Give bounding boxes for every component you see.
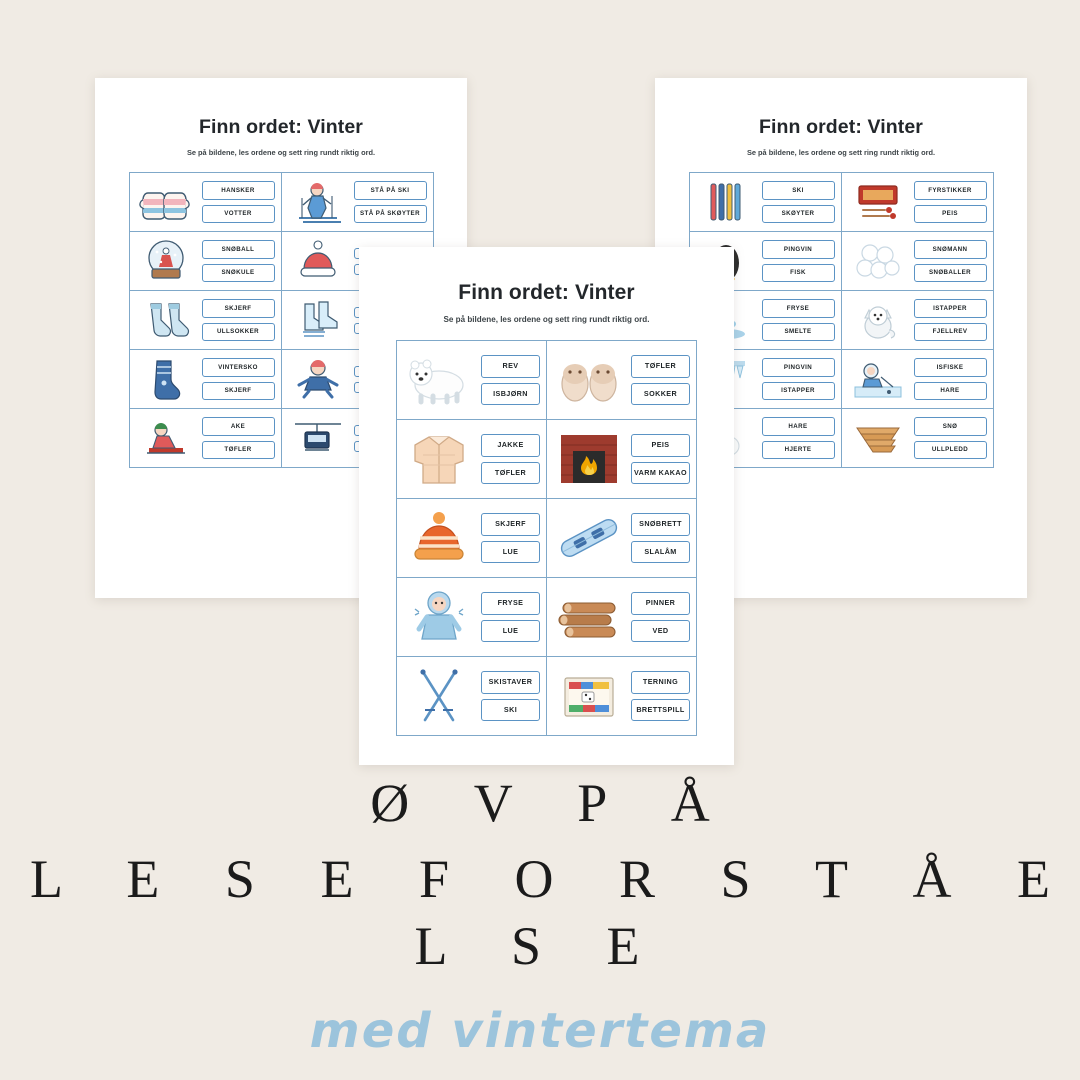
- skis-icon: [696, 177, 756, 227]
- poster-caption: [0, 770, 1080, 1059]
- word-options: [914, 181, 987, 222]
- word-option[interactable]: PINNER: [631, 592, 690, 614]
- page-instructions: Se på bildene, les ordene og sett ring rundt riktig ord.: [443, 315, 650, 324]
- word-options: [762, 417, 835, 458]
- polar-bear-icon: [403, 347, 475, 413]
- exercise-cell[interactable]: [130, 173, 282, 232]
- firewood-icon: [553, 584, 625, 650]
- exercise-cell[interactable]: [130, 350, 282, 409]
- word-option[interactable]: ISFISKE: [914, 358, 987, 376]
- word-option[interactable]: VOTTER: [202, 205, 275, 223]
- snowballs-icon: [848, 236, 908, 286]
- word-options: [631, 434, 690, 484]
- word-options: [631, 355, 690, 405]
- word-options: [202, 299, 275, 340]
- exercise-cell[interactable]: [690, 173, 842, 232]
- page-title: Finn ordet: Vinter: [458, 281, 635, 304]
- word-options: [914, 358, 987, 399]
- word-options: [481, 671, 540, 721]
- word-options: [762, 358, 835, 399]
- word-option[interactable]: ISTAPPER: [762, 382, 835, 400]
- word-option[interactable]: ISTAPPER: [914, 299, 987, 317]
- word-option[interactable]: FJELLREV: [914, 323, 987, 341]
- word-options: [762, 240, 835, 281]
- snow-globe-icon: [136, 236, 196, 286]
- word-option[interactable]: HARE: [914, 382, 987, 400]
- word-option[interactable]: SKJERF: [202, 299, 275, 317]
- word-option[interactable]: JAKKE: [481, 434, 540, 456]
- word-option[interactable]: ULLSOKKER: [202, 323, 275, 341]
- exercise-cell[interactable]: [842, 291, 994, 350]
- word-options: [202, 181, 275, 222]
- word-options: [202, 358, 275, 399]
- word-options: [914, 240, 987, 281]
- word-option[interactable]: PEIS: [914, 205, 987, 223]
- skier-icon: [288, 177, 348, 227]
- word-options: [631, 513, 690, 563]
- wool-socks-icon: [136, 295, 196, 345]
- exercise-cell[interactable]: [842, 232, 994, 291]
- word-options: [481, 355, 540, 405]
- exercise-cell[interactable]: [842, 173, 994, 232]
- word-option[interactable]: SOKKER: [631, 383, 690, 405]
- word-option[interactable]: LUE: [481, 620, 540, 642]
- exercise-cell[interactable]: [547, 420, 697, 499]
- word-option[interactable]: TERNING: [631, 671, 690, 693]
- word-options: [914, 299, 987, 340]
- word-option[interactable]: SKØYTER: [762, 205, 835, 223]
- word-option[interactable]: FRYSE: [481, 592, 540, 614]
- word-option[interactable]: ISBJØRN: [481, 383, 540, 405]
- page-title: Finn ordet: Vinter: [199, 116, 363, 138]
- word-option[interactable]: FYRSTIKKER: [914, 181, 987, 199]
- word-option[interactable]: HARE: [762, 417, 835, 435]
- matchbox-icon: [848, 177, 908, 227]
- word-option[interactable]: HANSKER: [202, 181, 275, 199]
- word-option[interactable]: HJERTE: [762, 441, 835, 459]
- page-instructions: Se på bildene, les ordene og sett ring rundt riktig ord.: [186, 148, 376, 157]
- word-option[interactable]: STÅ PÅ SKI: [354, 181, 427, 199]
- page-instructions: Se på bildene, les ordene og sett ring rundt riktig ord.: [746, 148, 936, 157]
- ski-lift-icon: [288, 413, 348, 463]
- exercise-cell[interactable]: [547, 578, 697, 657]
- word-option[interactable]: SNØBALLER: [914, 264, 987, 282]
- word-option[interactable]: REV: [481, 355, 540, 377]
- word-option[interactable]: SNØMANN: [914, 240, 987, 258]
- word-options: [481, 434, 540, 484]
- word-option[interactable]: VINTERSKO: [202, 358, 275, 376]
- mittens-icon: [136, 177, 196, 227]
- word-option[interactable]: TØFLER: [202, 441, 275, 459]
- exercise-cell[interactable]: [397, 420, 547, 499]
- exercise-cell[interactable]: [130, 232, 282, 291]
- word-option[interactable]: TØFLER: [631, 355, 690, 377]
- winter-boot-icon: [136, 354, 196, 404]
- exercise-cell[interactable]: [547, 341, 697, 420]
- word-options: [762, 299, 835, 340]
- caption-line-2: L E S E F O R S T Å E L S E: [29, 848, 1077, 976]
- exercise-cell[interactable]: [397, 499, 547, 578]
- word-options: [762, 181, 835, 222]
- word-options: [354, 181, 427, 222]
- caption-line-3: med vintertema: [309, 1002, 771, 1059]
- word-option[interactable]: SKISTAVER: [481, 671, 540, 693]
- exercise-cell[interactable]: [397, 578, 547, 657]
- sledding-icon: [136, 413, 196, 463]
- word-option[interactable]: FISK: [762, 264, 835, 282]
- word-option[interactable]: SKI: [762, 181, 835, 199]
- word-option[interactable]: SNØBALL: [202, 240, 275, 258]
- word-option[interactable]: BRETTSPILL: [631, 699, 690, 721]
- slippers-icon: [553, 347, 625, 413]
- page-title: Finn ordet: Vinter: [759, 116, 923, 138]
- exercise-cell[interactable]: [547, 657, 697, 736]
- ski-poles-icon: [403, 663, 475, 729]
- board-game-icon: [553, 663, 625, 729]
- snowboard-icon: [553, 505, 625, 571]
- word-option[interactable]: PINGVIN: [762, 358, 835, 376]
- word-option[interactable]: PINGVIN: [762, 240, 835, 258]
- ice-skates-icon: [288, 295, 348, 345]
- exercise-grid: [396, 340, 697, 736]
- word-option[interactable]: FRYSE: [762, 299, 835, 317]
- beanie-hat-icon: [403, 505, 475, 571]
- word-option[interactable]: VARM KAKAO: [631, 462, 690, 484]
- word-option[interactable]: SMELTE: [762, 323, 835, 341]
- word-options: [481, 513, 540, 563]
- exercise-cell[interactable]: [130, 291, 282, 350]
- word-option[interactable]: STÅ PÅ SKØYTER: [354, 205, 427, 223]
- exercise-grid: [689, 172, 994, 468]
- ice-fishing-icon: [848, 354, 908, 404]
- wool-blanket-icon: [848, 413, 908, 463]
- word-option[interactable]: SNØ: [914, 417, 987, 435]
- word-options: [914, 417, 987, 458]
- word-option[interactable]: TØFLER: [481, 462, 540, 484]
- word-option[interactable]: SNØKULE: [202, 264, 275, 282]
- exercise-cell[interactable]: [547, 499, 697, 578]
- exercise-cell[interactable]: [282, 173, 434, 232]
- fireplace-icon: [553, 426, 625, 492]
- exercise-cell[interactable]: [397, 657, 547, 736]
- exercise-cell[interactable]: [842, 409, 994, 468]
- word-options: [202, 417, 275, 458]
- word-options: [631, 671, 690, 721]
- snow-angel-icon: [288, 354, 348, 404]
- exercise-cell[interactable]: [130, 409, 282, 468]
- word-option[interactable]: LUE: [481, 541, 540, 563]
- word-options: [631, 592, 690, 642]
- word-option[interactable]: PEIS: [631, 434, 690, 456]
- word-option[interactable]: SNØBRETT: [631, 513, 690, 535]
- word-option[interactable]: VED: [631, 620, 690, 642]
- word-option[interactable]: SKJERF: [202, 382, 275, 400]
- exercise-cell[interactable]: [397, 341, 547, 420]
- caption-line-1: Ø V P Å: [370, 773, 736, 833]
- word-option[interactable]: SLALÅM: [631, 541, 690, 563]
- arctic-fox-icon: [848, 295, 908, 345]
- word-options: [481, 592, 540, 642]
- word-option[interactable]: SKI: [481, 699, 540, 721]
- exercise-cell[interactable]: [842, 350, 994, 409]
- worksheet-front[interactable]: [359, 247, 734, 765]
- winter-hat-icon: [288, 236, 348, 286]
- word-option[interactable]: AKE: [202, 417, 275, 435]
- word-options: [202, 240, 275, 281]
- winter-jacket-icon: [403, 426, 475, 492]
- word-option[interactable]: ULLPLEDD: [914, 441, 987, 459]
- word-option[interactable]: SKJERF: [481, 513, 540, 535]
- shivering-child-icon: [403, 584, 475, 650]
